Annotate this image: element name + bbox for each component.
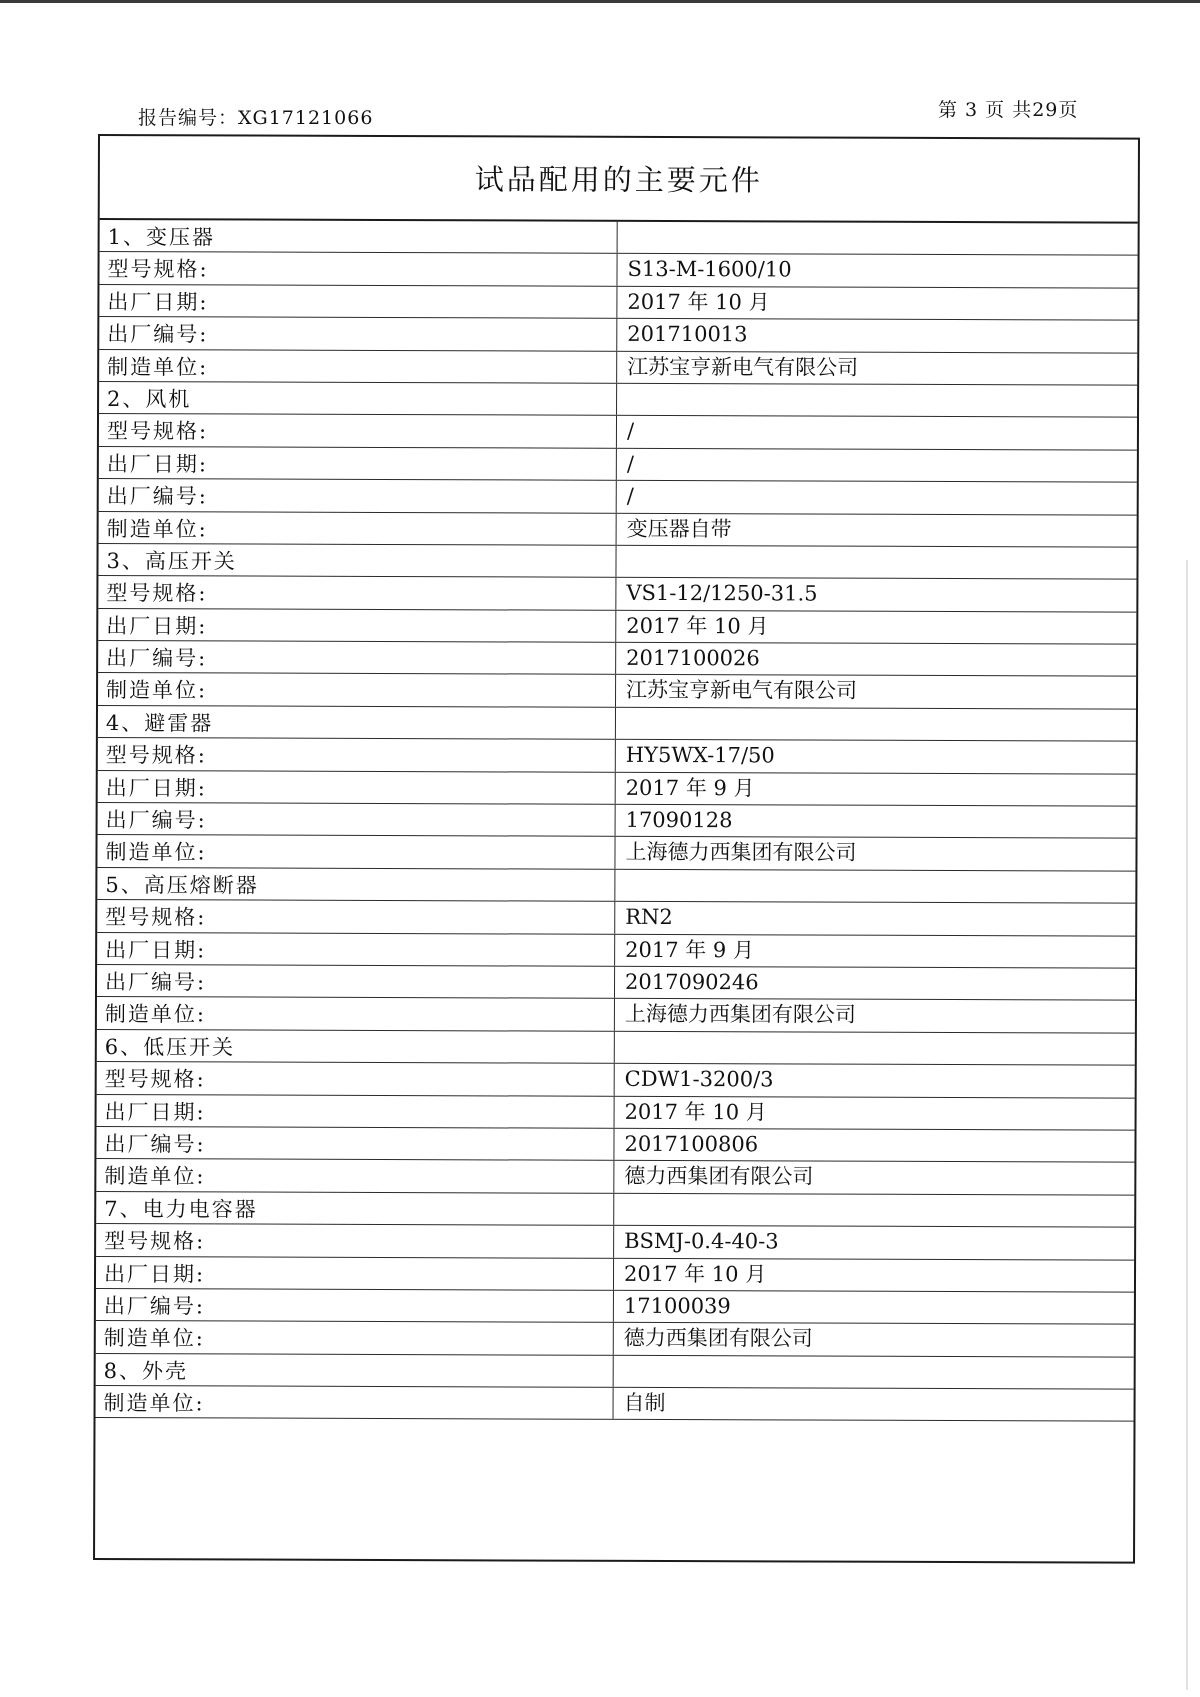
field-value: 上海德力西集团有限公司: [625, 840, 857, 866]
table-row: [99, 479, 1137, 515]
page-indicator: 第 3 页 共29页: [938, 99, 1079, 121]
table-row: [99, 447, 1137, 483]
table-row: [96, 1386, 1134, 1422]
field-label: 出厂日期:: [99, 285, 617, 318]
table-row: [98, 706, 1136, 742]
table-row: [98, 738, 1136, 774]
table-row: [99, 382, 1137, 418]
field-label: 型号规格:: [97, 900, 615, 933]
field-value: RN2: [625, 905, 673, 930]
field-label: 出厂编号:: [98, 803, 616, 836]
field-label: 制造单位:: [99, 512, 617, 545]
field-label: 出厂日期:: [97, 933, 615, 966]
table-row: [97, 835, 1135, 871]
field-value: CDW1-3200/3: [624, 1067, 774, 1092]
field-value: [615, 1032, 1135, 1065]
field-value: /: [626, 419, 635, 444]
component-heading: 3、高压开关: [98, 544, 616, 577]
field-value: /: [626, 483, 634, 508]
field-label: 型号规格:: [98, 576, 616, 609]
table-row: [99, 317, 1137, 353]
field-value: 德力西集团有限公司: [624, 1164, 814, 1189]
table-row: [99, 285, 1137, 321]
component-heading: 2、风机: [99, 382, 617, 415]
component-heading: 6、低压开关: [97, 1030, 615, 1063]
scan-right-shadow: [1186, 560, 1188, 1690]
field-value: [616, 708, 1136, 741]
field-label: 出厂日期:: [99, 447, 617, 480]
table-row: [98, 544, 1136, 580]
field-value: 2017 年 10 月: [624, 1099, 767, 1124]
field-label: 型号规格:: [96, 1224, 614, 1257]
field-value: S13-M-1600/10: [627, 257, 792, 282]
field-label: 制造单位:: [97, 835, 615, 868]
field-value: 江苏宝亨新电气有限公司: [627, 354, 859, 380]
field-label: 型号规格:: [99, 414, 617, 447]
field-value: 201710013: [627, 322, 748, 347]
field-value: [614, 1194, 1134, 1227]
field-label: 出厂日期:: [96, 1257, 614, 1290]
field-value: 德力西集团有限公司: [623, 1326, 813, 1351]
table-row: [97, 933, 1135, 969]
field-value: 自制: [623, 1390, 666, 1416]
field-value: 2017 年 9 月: [625, 937, 755, 962]
table-row: [96, 1224, 1134, 1260]
field-value: 2017090246: [625, 969, 759, 995]
field-value: 变压器自带: [626, 516, 732, 541]
field-label: 出厂编号:: [97, 965, 615, 998]
component-heading: 8、外壳: [96, 1354, 614, 1387]
table-row: [98, 673, 1136, 709]
component-heading: 1、变压器: [100, 220, 618, 253]
table-row: [98, 803, 1136, 839]
field-value: /: [626, 451, 634, 476]
field-label: 出厂日期:: [98, 771, 616, 804]
field-label: 出厂编号:: [96, 1289, 614, 1322]
table-row: [98, 576, 1136, 612]
components-table: [93, 134, 1140, 1564]
field-value: 2017 年 10 月: [626, 613, 769, 639]
field-value: BSMJ-0.4-40-3: [624, 1228, 779, 1254]
table-row: [99, 512, 1137, 548]
table-row: [98, 771, 1136, 807]
field-label: 制造单位:: [98, 673, 616, 706]
table-row: [97, 965, 1135, 1001]
field-value: [614, 1355, 1134, 1388]
table-row: [97, 997, 1135, 1033]
field-label: 制造单位:: [96, 1386, 614, 1419]
field-value: 2017100806: [624, 1131, 759, 1157]
field-label: 出厂编号:: [99, 479, 617, 512]
field-value: 2017 年 9 月: [625, 775, 755, 800]
table-row: [100, 220, 1138, 256]
field-label: 制造单位:: [99, 350, 617, 383]
field-value: 2017 年 10 月: [627, 289, 770, 315]
table-row: [96, 1321, 1134, 1357]
field-label: 制造单位:: [97, 997, 615, 1030]
field-value: 2017100026: [626, 645, 760, 671]
field-label: 型号规格:: [97, 1062, 615, 1095]
field-label: 出厂编号:: [98, 641, 616, 674]
field-value: [616, 546, 1136, 579]
component-heading: 5、高压熔断器: [97, 868, 615, 901]
field-value: [618, 222, 1138, 255]
table-row: [96, 1289, 1134, 1325]
table-row: [96, 1159, 1134, 1195]
field-label: 出厂编号:: [96, 1127, 614, 1160]
field-value: [615, 870, 1135, 903]
field-value: VS1-12/1250-31.5: [626, 581, 818, 606]
field-value: 上海德力西集团有限公司: [624, 1002, 856, 1028]
table-row: [96, 1192, 1134, 1228]
table-row: [99, 252, 1137, 288]
table-body: [96, 220, 1138, 1422]
component-heading: 7、电力电容器: [96, 1192, 614, 1225]
table-row: [97, 1062, 1135, 1098]
field-label: 制造单位:: [96, 1159, 614, 1192]
table-row: [97, 868, 1135, 904]
scan-top-border: [0, 0, 1200, 3]
table-row: [97, 1030, 1135, 1066]
table-row: [96, 1257, 1134, 1293]
field-value: HY5WX-17/50: [625, 743, 775, 768]
table-row: [97, 900, 1135, 936]
field-value: 2017 年 10 月: [623, 1261, 767, 1286]
field-value: [617, 384, 1137, 417]
table-row: [99, 414, 1137, 450]
field-label: 制造单位:: [96, 1321, 614, 1354]
report-number: 报告编号：XG17121066: [138, 107, 374, 129]
table-row: [98, 609, 1136, 645]
field-label: 型号规格:: [99, 252, 617, 285]
table-title: 试品配用的主要元件: [100, 136, 1138, 224]
field-label: 型号规格:: [98, 738, 616, 771]
field-label: 出厂日期:: [97, 1095, 615, 1128]
field-value: 17100039: [623, 1293, 731, 1319]
field-value: 17090128: [625, 807, 733, 833]
table-row: [96, 1354, 1134, 1390]
component-heading: 4、避雷器: [98, 706, 616, 739]
table-row: [96, 1127, 1134, 1163]
table-row: [99, 350, 1137, 386]
table-row: [97, 1095, 1135, 1131]
field-label: 出厂编号:: [99, 317, 617, 350]
field-value: 江苏宝亨新电气有限公司: [626, 678, 858, 704]
field-label: 出厂日期:: [98, 609, 616, 642]
table-row: [98, 641, 1136, 677]
